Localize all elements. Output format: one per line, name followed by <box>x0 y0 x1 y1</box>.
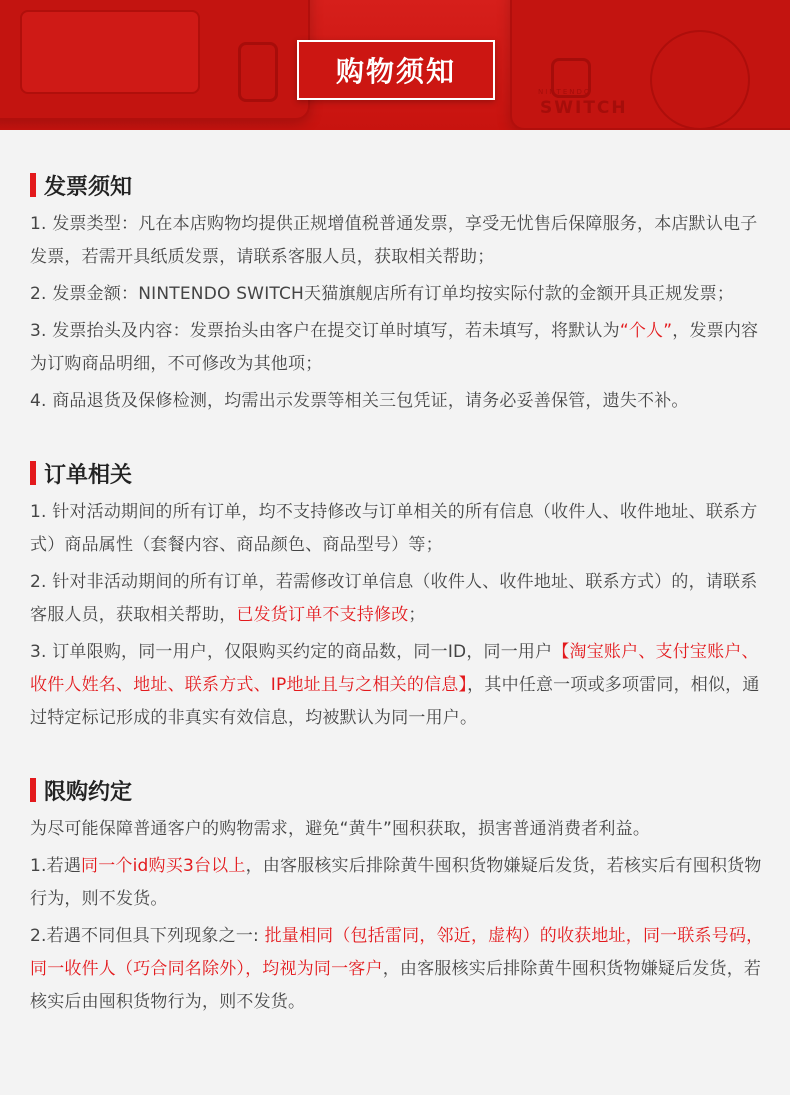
section-bar-icon <box>30 461 36 485</box>
paragraph-text: ，由客服核实后排除黄牛囤积货物嫌疑后发货，若核实后有囤积货物行为，则不发货。 <box>30 856 762 909</box>
section-bar-icon <box>30 778 36 802</box>
paragraph-text: ，其中任意一项或多项雷同，相似，通过特定标记形成的非真实有效信息，均被默认为同一用户。 <box>30 675 760 728</box>
paragraph-text: 1. 针对活动期间的所有订单，均不支持修改与订单相关的所有信息（收件人、收件地址、联系方式）商品属性（套餐内容、商品颜色、商品型号）等； <box>30 502 758 555</box>
section-header <box>30 775 770 805</box>
paragraph-text: 2. 发票金额：NINTENDO SWITCH天猫旗舰店所有订单均按实际付款的金额开具正规发票； <box>30 284 735 304</box>
paragraph-text: ； <box>408 605 426 625</box>
notice-paragraph <box>30 208 770 274</box>
paragraph-text: 3. 订单限购，同一用户，仅限购买约定的商品数，同一ID，同一用户 <box>30 642 553 662</box>
notice-paragraph <box>30 566 770 632</box>
paragraph-text: 1.若遇 <box>30 856 82 876</box>
brand-text: SWITCH <box>540 98 628 118</box>
section-header <box>30 458 770 488</box>
page-title-box <box>297 40 495 100</box>
highlight-text: 批量相同（包括雷同，邻近，虚构）的收获地址，同一联系号码，同一收件人（巧合同名除外），均视为同一客户 <box>30 926 764 979</box>
header-banner <box>0 0 790 130</box>
page-title: 购物须知 <box>335 55 456 88</box>
paragraph-text: ，由客服核实后排除黄牛囤积货物嫌疑后发货，若核实后由囤积货物行为，则不发货。 <box>30 959 762 1012</box>
section-bar-icon <box>30 173 36 197</box>
notice-paragraph <box>30 920 770 1019</box>
paragraph-text: 1. 发票类型：凡在本店购物均提供正规增值税普通发票，享受无忧售后保障服务，本店默认电子发票，若需开具纸质发票，请联系客服人员，获取相关帮助； <box>30 214 758 267</box>
paragraph-text: 2. 针对非活动期间的所有订单，若需修改订单信息（收件人、收件地址、联系方式）的，请联系客服人员，获取相关帮助， <box>30 572 758 625</box>
notice-paragraph <box>30 636 770 735</box>
notice-paragraph <box>30 315 770 381</box>
notice-paragraph <box>30 385 770 418</box>
section-title: 订单相关 <box>44 462 133 488</box>
notice-paragraph <box>30 496 770 562</box>
paragraph-text: 4. 商品退货及保修检测，均需出示发票等相关三包凭证，请务必妥善保管，遗失不补。 <box>30 391 689 411</box>
highlight-text: 【淘宝账户、支付宝账户、收件人姓名、地址、联系方式、IP地址且与之相关的信息】 <box>30 642 759 695</box>
section-2 <box>30 458 770 735</box>
section-header <box>30 170 770 200</box>
paragraph-text: ，发票内容为订购商品明细，不可修改为其他项； <box>30 321 759 374</box>
highlight-text: 同一个id购买3台以上 <box>81 856 246 876</box>
paragraph-text: 3. 发票抬头及内容：发票抬头由客户在提交订单时填写，若未填写，将默认为 <box>30 321 620 341</box>
highlight-text: 已发货订单不支持修改 <box>236 605 409 625</box>
section-title: 发票须知 <box>44 174 133 200</box>
section-title: 限购约定 <box>44 779 133 805</box>
section-1 <box>30 170 770 418</box>
paragraph-text: 2.若遇不同但具下列现象之一: <box>30 926 265 946</box>
notice-paragraph <box>30 813 770 846</box>
switch-logo-icon <box>238 42 278 102</box>
notice-paragraph <box>30 850 770 916</box>
section-3 <box>30 775 770 1019</box>
notice-content <box>30 130 770 1023</box>
highlight-text: “个人” <box>619 321 673 341</box>
notice-paragraph <box>30 278 770 311</box>
brand-subtext: NINTENDO <box>538 88 592 96</box>
paragraph-text: 为尽可能保障普通客户的购物需求，避免“黄牛”囤积获取，损害普通消费者利益。 <box>30 819 651 839</box>
